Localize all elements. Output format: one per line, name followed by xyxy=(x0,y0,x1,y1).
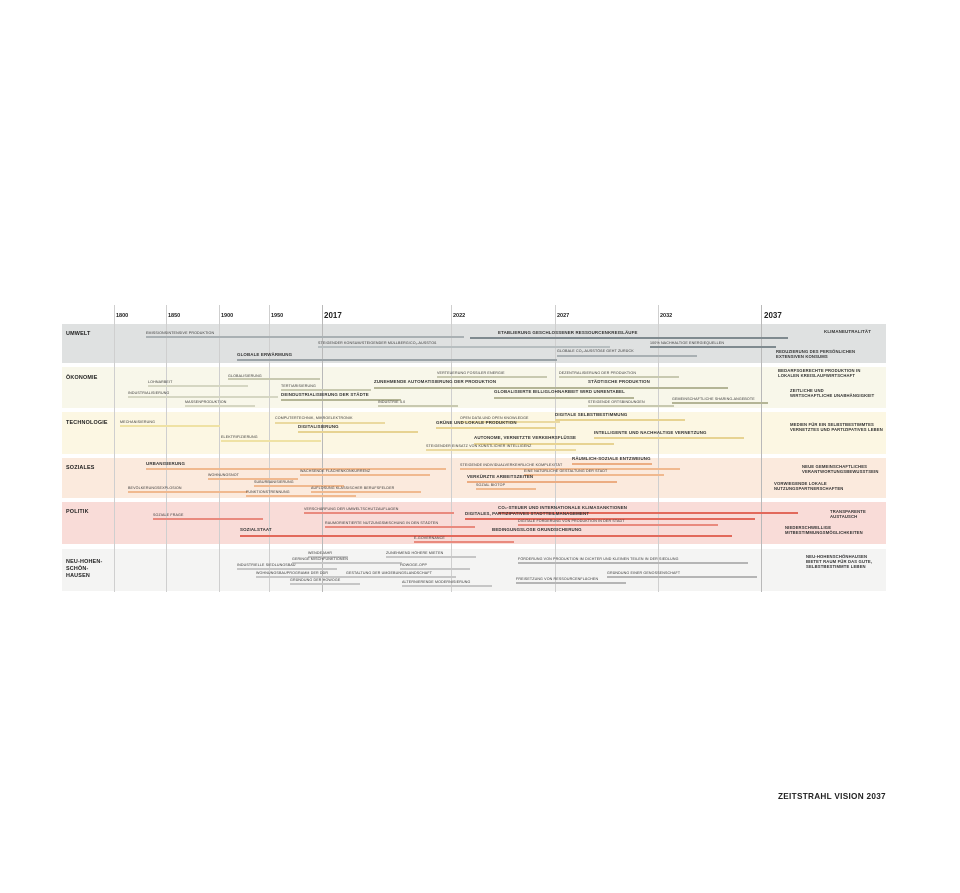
event-label: DIGITALISIERUNG xyxy=(298,424,339,429)
event-bar xyxy=(128,491,248,493)
event-bar xyxy=(594,437,744,439)
event-label: DIGITALE FÖRDERUNG VON PRODUKTION IN DER STADT xyxy=(518,519,625,523)
event-label: MEDIEN FÜR EIN SELBSTBESTIMMTES VERNETZTES UND PARTIZIPATIVES LEBEN xyxy=(790,422,883,432)
event-label: VORWIEGENDE LOKALE NUTZUNGSPARTNERSCHAFTEN xyxy=(774,481,844,491)
event-label: RAUMORIENTIERTE NUTZUNGSMISCHUNG IN DEN STÄDTEN xyxy=(325,521,439,525)
event-label: ZUNEHMENDE AUTOMATISIERUNG DER PRODUKTION xyxy=(374,379,497,384)
year-label: 1800 xyxy=(116,313,129,319)
gridline-1850 xyxy=(166,305,167,592)
event-label: ZEITLICHE UND WIRTSCHAFTLICHE UNABHÄNGIGKEIT xyxy=(790,388,875,398)
event-bar xyxy=(146,336,464,338)
event-bar xyxy=(237,359,557,361)
event-bar xyxy=(386,556,476,558)
event-label: DIGITALE SELBSTBESTIMMUNG xyxy=(555,412,628,417)
event-label: GLOBALE CO₂-AUSSTÖßE GEHT ZURÜCK xyxy=(557,349,634,353)
row-label-oekonomie: ÖKONOMIE xyxy=(66,375,98,381)
event-label: GEMEINSCHAFTLICHE SHARING-ANGEBOTE xyxy=(672,397,755,401)
event-bar xyxy=(304,512,454,514)
event-bar xyxy=(588,405,674,407)
row-band-politik xyxy=(62,502,886,544)
event-bar xyxy=(492,535,732,537)
event-label: BEDINGUNGSLOSE GRUNDSICHERUNG xyxy=(492,527,582,532)
event-label: URBANISIERUNG xyxy=(146,461,186,466)
event-label: STEIGENDE ORTSBINDUNGEN xyxy=(588,400,645,404)
event-bar xyxy=(237,568,337,570)
event-bar xyxy=(120,425,220,427)
year-label: 1950 xyxy=(271,313,284,319)
event-label: FREISETZUNG VON RESSOURCENFLÄCHEN xyxy=(516,577,599,581)
event-label: STÄDTISCHE PRODUKTION xyxy=(588,379,650,384)
gridline-2032 xyxy=(658,305,659,592)
event-label: WOHNUNGSNOT xyxy=(208,473,239,477)
event-label: FÖRDERUNG VON PRODUKTION IM DICHTER UND KLEINEN TEILEN IN DER SIEDLUNG xyxy=(518,557,679,561)
event-label: AUTONOME, VERNETZTE VERKEHRSFLÜSSE xyxy=(474,435,577,440)
event-bar xyxy=(318,346,610,348)
event-label: SOZIALSTAAT xyxy=(240,527,272,532)
event-bar xyxy=(607,576,757,578)
event-bar xyxy=(400,568,470,570)
event-label: COMPUTERTECHNIK, MIKROELEKTRONIK xyxy=(275,416,353,420)
event-label: SOZIALE FRAGE xyxy=(153,513,184,517)
gridline-2017 xyxy=(322,305,323,592)
event-bar xyxy=(153,518,263,520)
event-bar xyxy=(426,449,576,451)
event-bar xyxy=(516,582,626,584)
row-label-umwelt: UMWELT xyxy=(66,331,91,337)
gridline-1900 xyxy=(219,305,220,592)
event-bar xyxy=(146,468,446,470)
event-label: ETABLIERUNG GESCHLOSSENER RESSOURCENKREISLÄUFE xyxy=(498,330,638,335)
event-label: DEINDUSTRIALISIERUNG DER STÄDTE xyxy=(281,392,369,397)
row-label-soziales: SOZIALES xyxy=(66,465,95,471)
event-bar xyxy=(311,491,421,493)
event-label: FUNKTIONSTRENNUNG xyxy=(246,490,290,494)
event-bar xyxy=(298,431,418,433)
diagram-title: ZEITSTRAHL VISION 2037 xyxy=(778,792,886,801)
year-label: 1850 xyxy=(168,313,181,319)
event-label: INDUSTRIE 4.0 xyxy=(378,400,406,404)
event-label: MASSENPRODUKTION xyxy=(185,400,227,404)
year-label: 2022 xyxy=(453,313,466,319)
event-label: BEVÖLKERUNGSEXPLOSION xyxy=(128,486,182,490)
event-label: ZUNEHMEND HÖHERE MIETEN xyxy=(386,551,444,555)
event-label: GLOBALE ERWÄRMUNG xyxy=(237,352,293,357)
event-label: EINE NATÜRLICHE GESTALTUNG DER STADT xyxy=(524,469,608,473)
event-label: NEUE GEMEINSCHAFTLICHES VERANTWORTUNGSBEWUSSTSEIN xyxy=(802,464,879,474)
event-bar xyxy=(557,355,697,357)
event-bar xyxy=(402,585,492,587)
event-bar xyxy=(470,337,788,339)
event-label: HOWOGE-OPP xyxy=(400,563,428,567)
event-bar xyxy=(437,376,547,378)
row-label-technologie: TECHNOLOGIE xyxy=(66,420,108,426)
year-label: 2032 xyxy=(660,313,673,319)
event-bar xyxy=(221,440,321,442)
event-bar xyxy=(524,474,664,476)
event-label: INTELLIGENTE UND NACHHALTIGE VERNETZUNG xyxy=(594,430,707,435)
event-label: GERINGE MISCHFUNKTIONEN xyxy=(292,557,348,561)
event-label: RÄUMLICH-SOZIALE ENTZWEIUNG xyxy=(572,456,651,461)
event-bar xyxy=(476,488,536,490)
event-bar xyxy=(148,385,248,387)
event-bar xyxy=(290,583,360,585)
event-label: STEIGENDE INDIVIDUALVERKEHRLICHE KOMPLEXITÄT xyxy=(460,463,563,467)
year-label: 2017 xyxy=(324,311,342,320)
event-label: SUBURBANISIERUNG xyxy=(254,480,294,484)
event-label: BEDARFSGERECHTE PRODUKTION IN LOKALEN KREISLAUFWIRTSCHAFT xyxy=(778,368,861,378)
event-label: GRÜNDUNG EINER GENOSSENSCHAFT xyxy=(607,571,681,575)
event-label: WACHSENDE FLÄCHENKONKURRENZ xyxy=(300,469,371,473)
event-bar xyxy=(436,427,556,429)
event-label: WENDEJAHR xyxy=(308,551,333,555)
event-label: STEIGENDER EINSATZ VON KÜNSTLICHER INTELLIGENZ xyxy=(426,444,532,448)
event-label: EMISSIONSINTENSIVE PRODUKTION xyxy=(146,331,215,335)
event-bar xyxy=(518,562,748,564)
event-label: DIGITALES, PARTIZIPATIVES STADTTEILMANAGEMENT xyxy=(465,511,590,516)
event-label: ALTERNIERENDE MODERNISIERUNG xyxy=(402,580,471,584)
event-label: 100% NACHHALTIGE ENERGIEQUELLEN xyxy=(650,341,725,345)
event-bar xyxy=(572,463,652,465)
event-label: GRÜNDUNG DER HOWOGE xyxy=(290,578,341,582)
event-label: INDUSTRIELLE SIEDLUNGSBAU xyxy=(237,563,296,567)
event-label: VERTEUERUNG FOSSILER ENERGIE xyxy=(437,371,505,375)
event-label: GLOBALISIERTE BILLIGLOHNARBEIT WIRD UNRENTABEL xyxy=(494,389,625,394)
event-bar xyxy=(378,405,458,407)
event-label: E-GOVERNANCE xyxy=(414,536,445,540)
event-label: CO₂-STEUER UND INTERNATIONALE KLIMASANKTIONEN xyxy=(498,505,628,510)
event-label: DEZENTRALISIERUNG DER PRODUKTION xyxy=(559,371,637,375)
gridline-1950 xyxy=(269,305,270,592)
event-bar xyxy=(228,378,320,380)
event-bar xyxy=(281,389,371,391)
event-bar xyxy=(555,419,685,421)
event-label: VERKÜRZTE ARBEITSZEITEN xyxy=(467,474,534,479)
event-bar xyxy=(346,576,456,578)
event-bar xyxy=(559,376,679,378)
event-label: TERTIARISIERUNG xyxy=(281,384,316,388)
event-label: GRÜNE UND LOKALE PRODUKTION xyxy=(436,420,517,425)
event-label: INDUSTRIALISIERUNG xyxy=(128,391,170,395)
event-bar xyxy=(292,562,402,564)
gridline-2037 xyxy=(761,305,762,592)
year-label: 2037 xyxy=(764,311,782,320)
event-label: AUFLÖSUNG KLASSISCHER BERUFSFELDER xyxy=(311,486,395,490)
event-bar xyxy=(300,474,430,476)
row-label-nhs: NEU-HOHEN- SCHÖN- HAUSEN xyxy=(66,559,103,579)
event-bar xyxy=(650,346,776,348)
event-label: NEU-HOHENSCHÖNHAUSEN BIETET RAUM FÜR DAS GUTE, SELBSTBESTIMMTE LEBEN xyxy=(806,554,873,569)
year-label: 1900 xyxy=(221,313,234,319)
event-bar xyxy=(414,541,514,543)
event-bar xyxy=(672,402,768,404)
event-label: OPEN DATA UND OPEN KNOWLEDGE xyxy=(460,416,529,420)
event-bar xyxy=(494,397,634,399)
event-bar xyxy=(325,526,475,528)
event-label: KLIMANEUTRALITÄT xyxy=(824,329,872,334)
gridline-1800 xyxy=(114,305,115,592)
row-band-umwelt xyxy=(62,324,886,363)
event-label: VERSCHÄRFUNG DER UMWELTSCHUTZAUFLAGEN xyxy=(304,507,399,511)
event-label: SOZIAL BIOTOP xyxy=(476,483,506,487)
event-bar xyxy=(518,524,718,526)
event-label: GLOBALISIERUNG xyxy=(228,374,262,378)
event-label: LOHNARBEIT xyxy=(148,380,173,384)
event-label: WOHNUNGSBAUPROGRAMM DER DDR xyxy=(256,571,329,575)
event-label: ELEKTRIFIZIERUNG xyxy=(221,435,258,439)
event-bar xyxy=(185,405,255,407)
row-label-politik: POLITIK xyxy=(66,509,89,515)
event-bar xyxy=(246,495,356,497)
event-label: TRANSPARENTE AUSTAUSCH xyxy=(830,509,866,519)
event-bar xyxy=(128,396,278,398)
event-label: GESTALTUNG DER UMGEBUNGSLANDSCHAFT xyxy=(346,571,433,575)
event-label: MECHANISIERUNG xyxy=(120,420,156,424)
event-label: REDUZIERUNG DES PERSÖNLICHEN EXTENSIVEN KONSUMS xyxy=(776,349,856,359)
year-label: 2027 xyxy=(557,313,570,319)
event-label: STEIGENDER KONSUM/STEIGENDER MÜLLBERG/CO₂-AUSSTOß xyxy=(318,341,437,345)
event-label: NIEDERSCHWELLIGE MITBESTIMMUNGSMÖGLICHKEITEN xyxy=(785,525,863,535)
